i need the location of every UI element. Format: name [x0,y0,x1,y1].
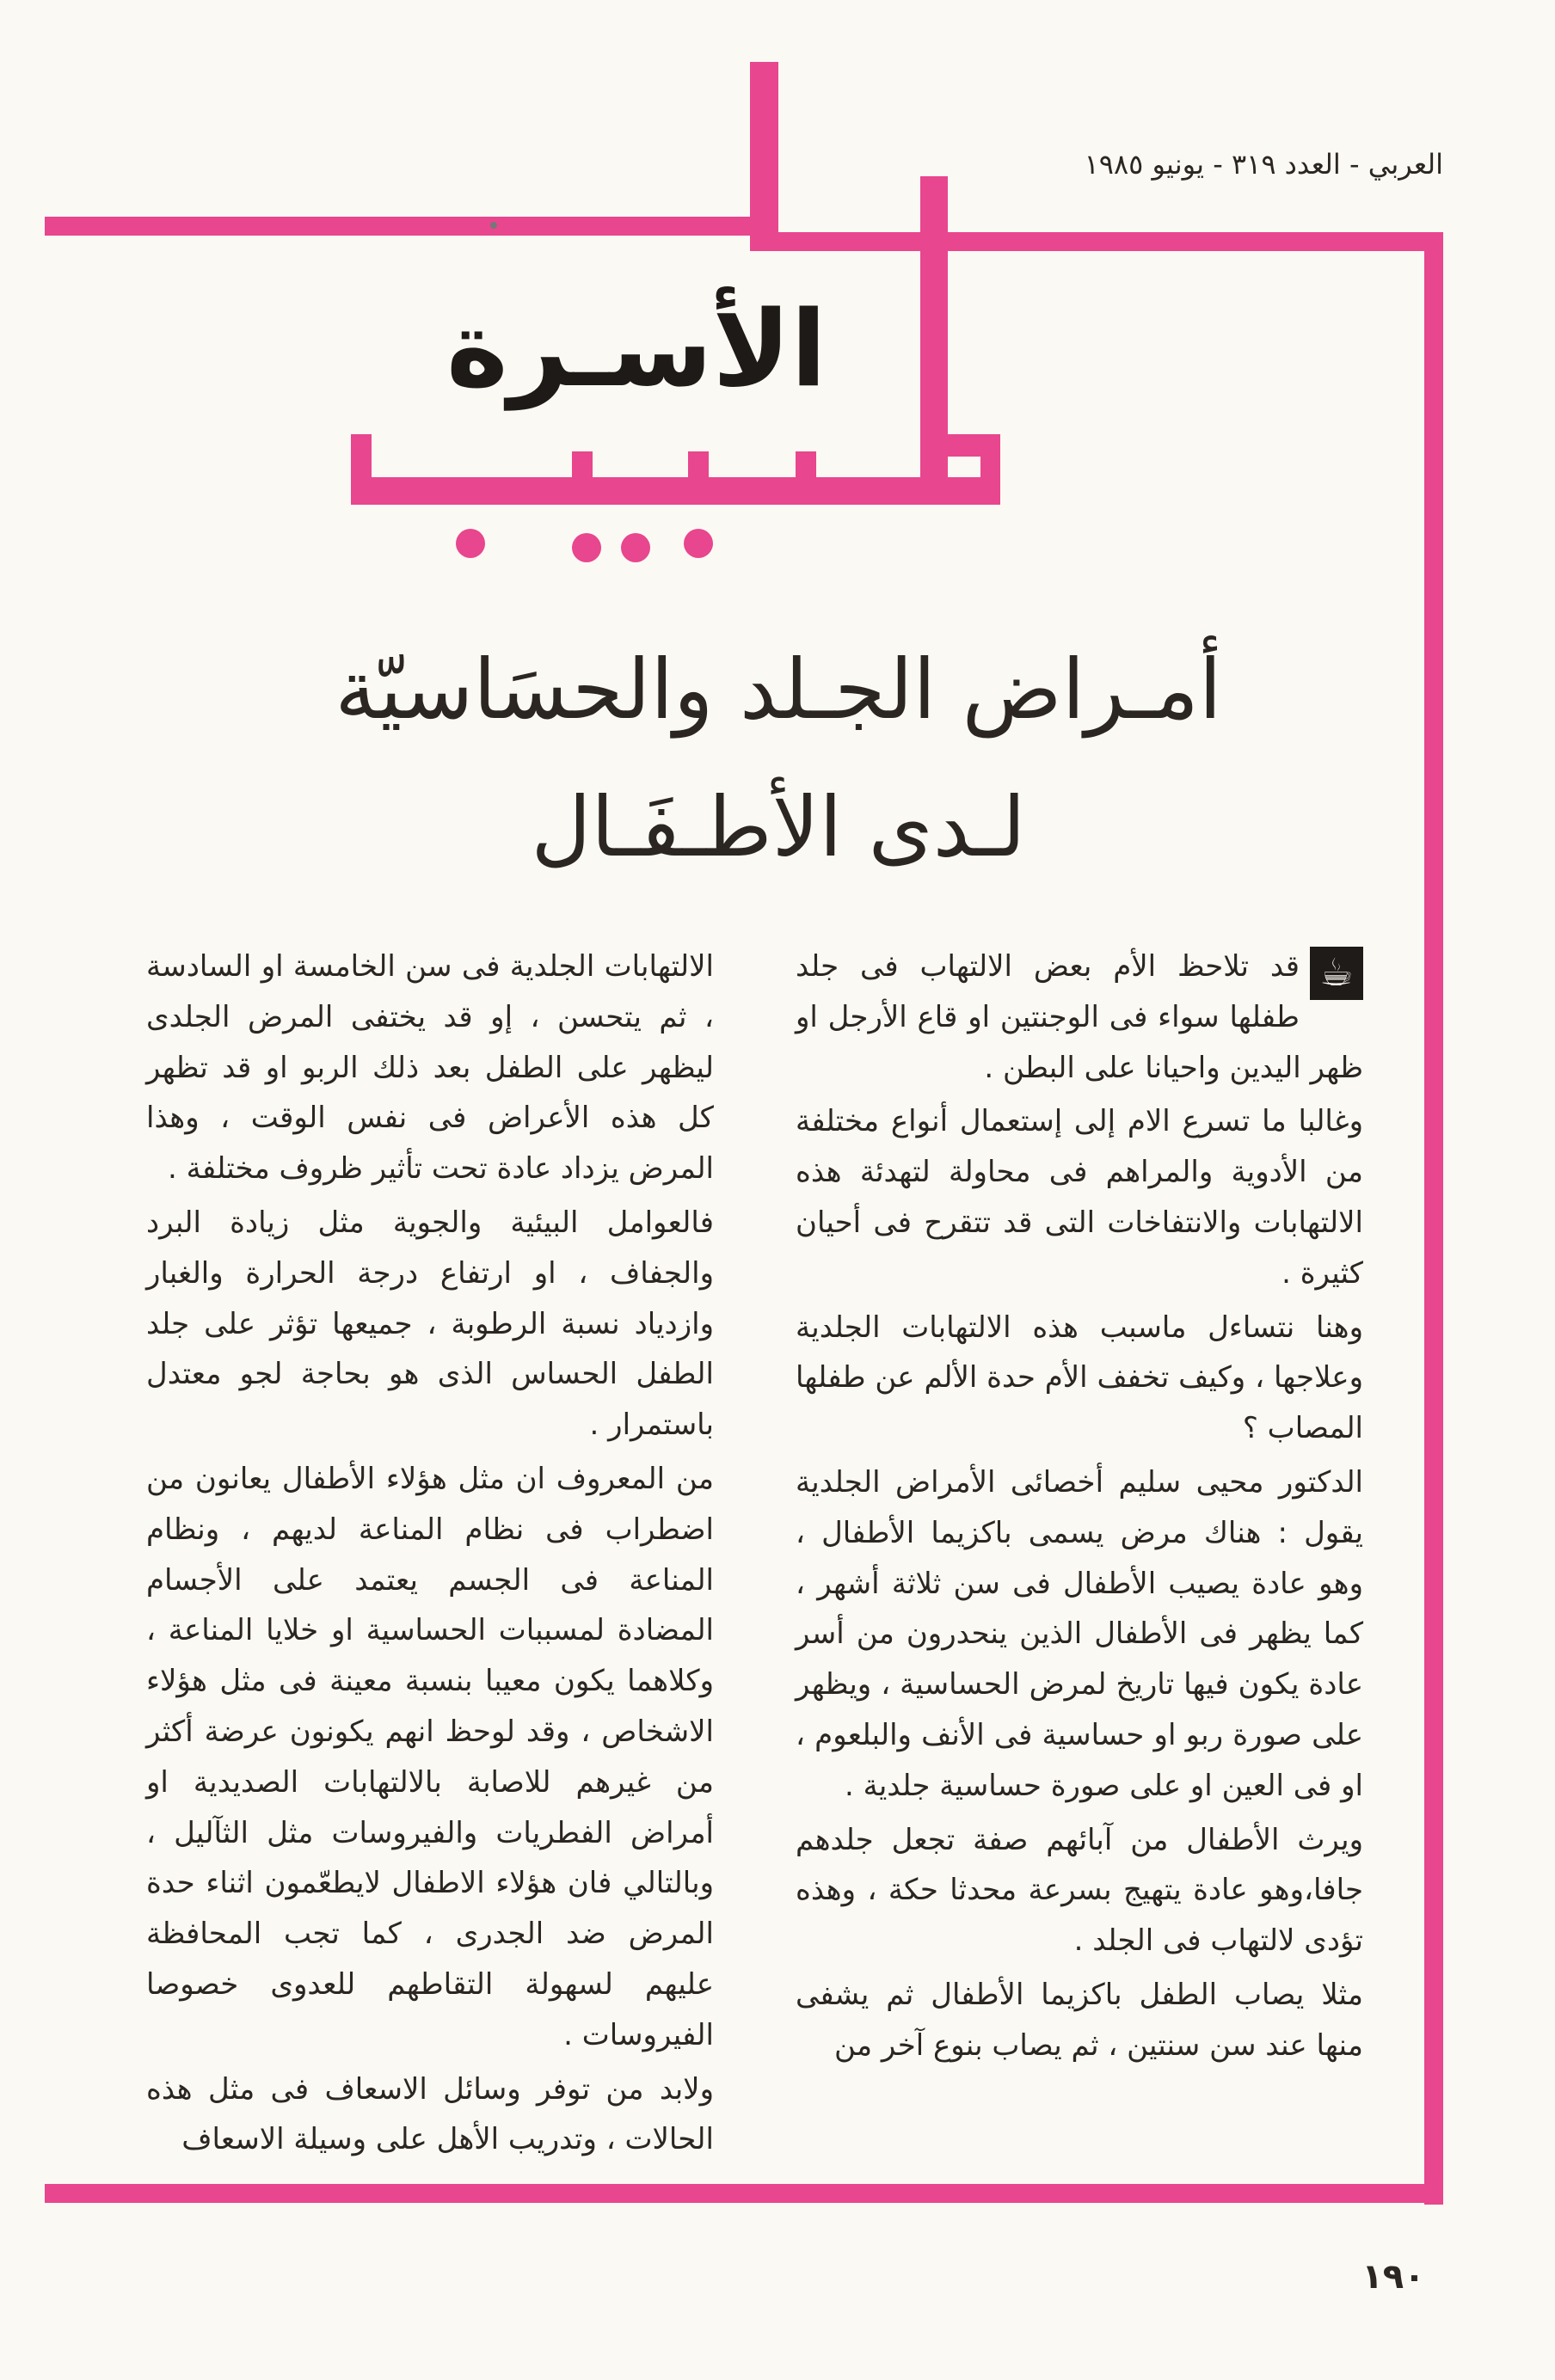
article-column-right [796,942,1363,2071]
frame-top-right [778,232,1443,251]
frame-top-left [45,217,750,236]
logo-dot-2 [572,533,601,562]
paragraph: ولابد من توفر وسائل الاسعاف فى مثل هذه الحالات ، وتدريب الأهل على وسيلة الاسعاف [146,2071,714,2157]
frame-bottom [45,2184,1443,2203]
logo-base-stroke [351,477,1000,505]
coffee-pot-icon: ☕ [1310,947,1363,1000]
page-number: ١٩٠ [1361,2257,1425,2297]
logo-vertical-stroke [750,62,778,251]
logo-tooth-1 [351,434,372,494]
paragraph: الالتهابات الجلدية فى سن الخامسة او السادسة ، ثم يتحسن ، إو قد يختفى المرض الجلدى ليظهر على الطفل بعد ذلك الربو او قد تظهر كل هذه الأعراض فى نفس الوقت ، وهذا المرض يزداد عادة تحت تأثير ظروف مختلفة . [146,949,714,1187]
paragraph: ويرث الأطفال من آبائهم صفة تجعل جلدهم جافا،وهو عادة يتهيج بسرعة محدثا حكة ، وهذه تؤدى لالتهاب فى الجلد . [796,1822,1363,1959]
article-column-left [146,942,714,2165]
paragraph: فالعوامل البيئية والجوية مثل زيادة البرد والجفاف ، او ارتفاع درجة الحرارة والغبار وازدياد نسبة الرطوبة ، جميعها تؤثر على جلد الطفل الحساس الذى هو بحاجة لجو معتدل باستمرار . [146,1205,714,1443]
paragraph: وهنا نتساءل ماسبب هذه الالتهابات الجلدية وعلاجها ، وكيف تخفف الأم حدة الألم عن طفلها المصاب ؟ [796,1310,1363,1446]
paragraph: وغالبا ما تسرع الام إلى إستعمال أنواع مختلفة من الأدوية والمراهم فى محاولة لتهدئة هذه الالتهابات والانتفاخات التى قد تتقرح فى أحيان كثيرة . [796,1104,1363,1291]
paragraph [796,942,1363,1093]
logo-dot-4 [684,529,713,558]
paragraph: مثلا يصاب الطفل باكزيما الأطفال ثم يشفى منها عند سن سنتين ، ثم يصاب بنوع آخر من [796,1977,1363,2063]
logo-dot-1 [456,529,485,558]
issue-line: العربي - العدد ٣١٩ - يونيو ١٩٨٥ [1084,148,1443,181]
paragraph-text: قد تلاحظ الأم بعض الالتهاب فى جلد طفلها سواء فى الوجنتين او قاع الأرجل او ظهر اليدين واحيانا على البطن . [796,949,1363,1085]
logo-tall-stroke [920,176,948,503]
frame-right [1424,232,1443,2205]
speck [490,222,497,229]
logo-dot-3 [621,533,650,562]
logo-tooth-2 [572,451,593,494]
logo-tooth-3 [688,451,709,494]
paragraph: الدكتور محيى سليم أخصائى الأمراض الجلدية يقول : هناك مرض يسمى باكزيما الأطفال ، وهو عادة يصيب الأطفال فى سن ثلاثة أشهر ، كما يظهر فى الأطفال الذين ينحدرون من أسر عادة يكون فيها تاريخ لمرض الحساسية ، ويظهر على صورة ربو او حساسية فى الأنف والبلعوم ، او فى العين او على صورة حساسية جلدية . [796,1464,1363,1803]
logo-right-bowl-side [980,434,1000,494]
article-title-line-1: أمـراض الجـلد والحسَاسيّة [335,641,1222,738]
logo-tooth-4 [796,451,816,494]
paragraph: من المعروف ان مثل هؤلاء الأطفال يعانون من اضطراب فى نظام المناعة لديهم ، ونظام المناعة فى الجسم يعتمد على الأجسام المضادة لمسببات الحساسية او خلايا المناعة ، وكلاهما يكون معيبا بنسبة معينة فى مثل هؤلاء الاشخاص ، وقد لوحظ انهم يكونون عرضة أكثر من غيرهم للاصابة بالالتهابات الصديدية او أمراض الفطريات والفيروسات مثل الثآليل ، وبالتالي فان هؤلاء الاطفال لايطعّمون اثناء حدة المرض ضد الجدرى ، كما تجب المحافظة عليهم لسهولة التقاطهم للعدوى خصوصا الفيروسات . [146,1461,714,2052]
article-title-line-2: لـدى الأطـفَـال [531,779,1026,875]
section-label: الأسـرة [446,288,827,410]
